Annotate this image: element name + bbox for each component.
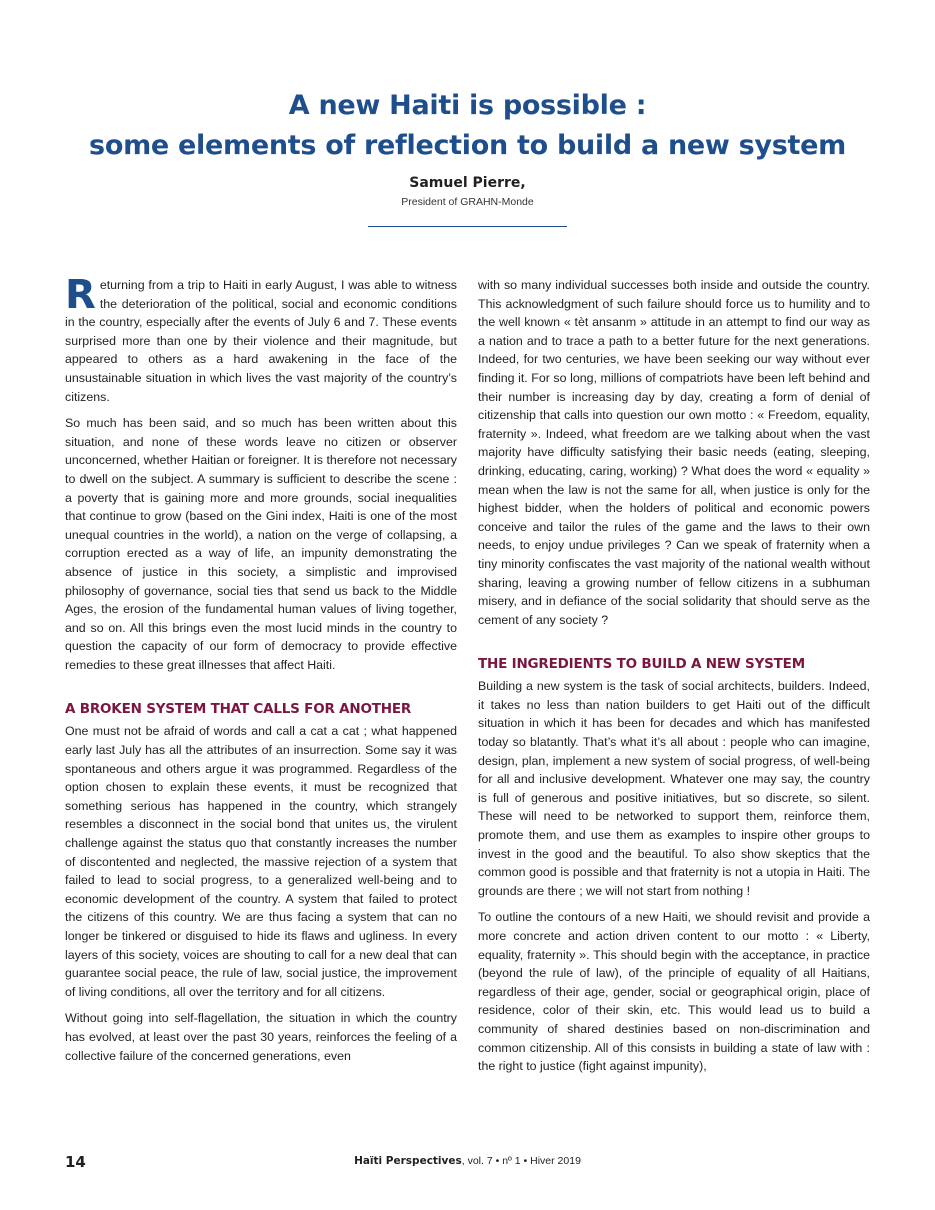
- paragraph: So much has been said, and so much has been written about this situation, and none of these words leave no citizen or observer unconcerned, whether Haitian or foreigner. It is therefore not necessary to dwell on the subject. A summary is sufficient to describe the scene : a poverty that is gaining more and more grounds, social inequalities that continue to grow (based on the Gini index, Haiti is one of the most unequal countries in the world), a nation on the verge of collapsing, a corruption erected as a way of life, an impunity demonstrating the absence of justice in this society, a simplistic and improvised philosophy of governance, social ties that send us back to the Middle Ages, the erosion of the fundamental human values of living together, and so on. All this brings even the most lucid minds in the country to question the capacity of our form of democracy to provide effective remedies to these great illnesses that affect Haiti.: [65, 416, 457, 672]
- drop-cap: R: [65, 272, 96, 318]
- author-name: Samuel Pierre,: [409, 175, 526, 191]
- title-divider: [368, 226, 567, 227]
- paragraph: with so many individual successes both inside and outside the country. This acknowledgment of such failure should force us to humility and to the well known « tèt ansanm » attitude in an attempt to find our way as a nation and to trace a path to a better future for the next generations. Indeed, for two centuries, we have been seeking our way without ever finding it. For so long, millions of compatriots have been left behind and their number is increasing day by day, creating a form of denial of citizenship that calls into question our own motto : « Freedom, equality, fraternity ». Indeed, what freedom are we talking about when the vast majority have difficulty satisfying their basic needs (eating, sleeping, drinking, educating, caring, working) ? What does the word « equality » mean when the law is not the same for all, when justice is only for the highest bidder, when the holders of political and economic powers conceive and tailor the rules of the game and the laws to their own needs, to enjoy undue privileges ? Can we speak of fraternity when a tiny minority confiscates the vast majority of the national wealth without sharing, leaving a growing number of fellow citizens in a subhuman misery, and in defiance of the social solidarity that should serve as the cement of any society ?: [478, 278, 870, 627]
- section-heading: THE INGREDIENTS TO BUILD A NEW SYSTEM: [478, 656, 805, 673]
- page-number: 14: [65, 1153, 86, 1171]
- left-column: [65, 272, 457, 1073]
- paragraph: [65, 272, 457, 406]
- title-line-2: some elements of reflection to build a new system: [89, 130, 846, 161]
- issue-info: , vol. 7 • nº 1 • Hiver 2019: [461, 1155, 581, 1167]
- right-column: [478, 276, 870, 1084]
- paragraph: Without going into self-flagellation, the situation in which the country has evolved, at least over the past 30 years, reinforces the feeling of a collective failure of the concerned generations, even: [65, 1011, 457, 1063]
- journal-citation: [0, 1155, 935, 1167]
- page-footer: [0, 1153, 935, 1173]
- article-title: [0, 86, 935, 166]
- paragraph: Building a new system is the task of social architects, builders. Indeed, it takes no less than nation builders to get Haiti out of the difficult situation in which it has been for decades and which has manifested today so blatantly. That’s what it’s all about : people who can imagine, design, plan, implement a new system of social progress, of well-being for all and inclusive development. Whatever one may say, the country is full of generous and positive initiatives, but so discrete, so silent. These will need to be networked to support them, reinforce them, promote them, and use them as examples to inspire other groups to invest in the good and the beautiful. To also show skeptics that the common good is possible and that fraternity is not a utopia in Haiti. The grounds are there ; we will not start from nothing !: [478, 679, 870, 898]
- paragraph: To outline the contours of a new Haiti, we should revisit and provide a more concrete and action driven content to our motto : « Liberty, equality, fraternity ». This should begin with the acceptance, in practice (beyond the rule of law), of the principle of equality of all Haitians, regardless of their age, gender, social or geographical origin, place of residence, color of their skin, etc. This would lead us to build a community of shared destinies based on non-discrimination and common citizenship. All of this consists in building a state of law with : the right to justice (fight against impunity),: [478, 910, 870, 1074]
- paragraph-text: eturning from a trip to Haiti in early August, I was able to witness the deterioration of the political, social and economic conditions in the country, especially after the events of July 6 and 7. These events surprised more than one by their violence and their magnitude, but appeared to others as a hard awakening in the face of the unsustainable situation in which lives the vast majority of the country’s citizens.: [65, 278, 457, 404]
- journal-name: Haïti Perspectives: [354, 1155, 462, 1167]
- paragraph: One must not be afraid of words and call a cat a cat ; what happened early last July has all the attributes of an insurrection. Some say it was spontaneous and others argue it was programmed. Regardless of the option chosen to explain these events, it must be recognized that something serious has happened in the country, which strangely resembles a disconnect in the social bond that unites us, the virulent challenge against the status quo that constantly increases the number of discontented and neglected, the massive rejection of a system that failed to lead to social progress, to a generalized well-being and to economic development of the country. A system that failed to protect the citizens of this country. We are thus facing a system that can no longer be tinkered or disguised to hide its flaws and ugliness. In every layers of this society, voices are shouting to call for a new deal that can guarantee social peace, the rule of law, social justice, the improvement of living conditions, all over the territory and for all citizens.: [65, 724, 457, 999]
- section-heading: A BROKEN SYSTEM THAT CALLS FOR ANOTHER: [65, 701, 412, 718]
- author-affiliation: President of GRAHN-Monde: [401, 196, 534, 208]
- title-line-1: A new Haiti is possible :: [288, 90, 647, 121]
